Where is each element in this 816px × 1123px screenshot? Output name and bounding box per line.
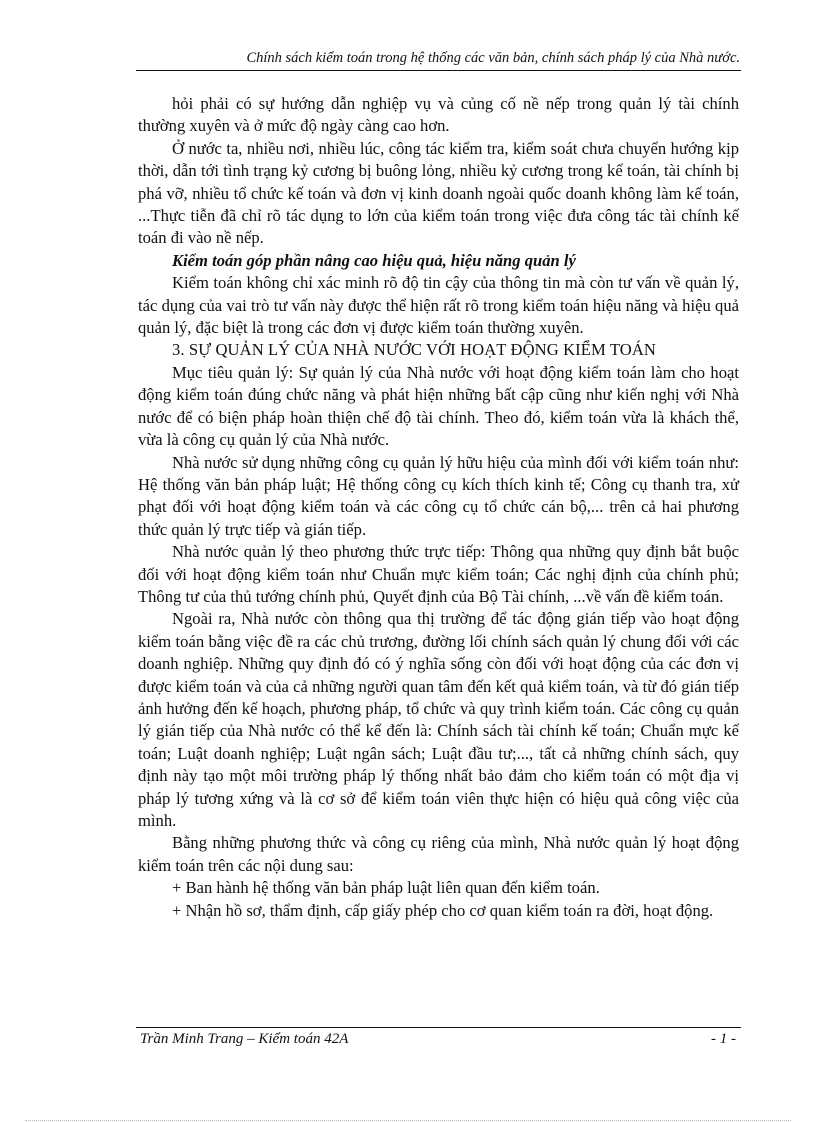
page-number: - 1 -	[711, 1031, 736, 1047]
paragraph-management-tools: Nhà nước sử dụng những công cụ quản lý hữu hiệu của mình đối với kiểm toán như: Hệ thống văn bản pháp luật; Hệ thống công cụ kích thích kinh tế; Công cụ thanh tra, xử phạt đối với hoạt động kiểm toán và các công cụ tổ chức cán bộ,... trên cả hai phương thức quản lý trực tiếp và gián tiếp.	[138, 452, 739, 539]
subheading-efficiency: Kiểm toán góp phần nâng cao hiệu quả, hiệu năng quản lý	[172, 250, 576, 270]
paragraph-direct-management: Nhà nước quản lý theo phương thức trực tiếp: Thông qua những quy định bắt buộc đối với hoạt động kiểm toán như Chuẩn mực kiểm toán; Các nghị định của chính phủ; Thông tư của thủ tướng chính phủ, Quyết định của Bộ Tài chính, ...về vấn đề kiểm toán.	[138, 542, 739, 606]
footer-divider	[136, 1027, 741, 1028]
list-item-licensing: + Nhận hồ sơ, thẩm định, cấp giấy phép cho cơ quan kiểm toán ra đời, hoạt động.	[172, 900, 714, 920]
paragraph-indirect-management: Ngoài ra, Nhà nước còn thông qua thị trường để tác động gián tiếp vào hoạt động kiểm toán bằng việc đề ra các chủ trương, đường lối chính sách quản lý chung đối với các doanh nghiệp. Những quy định đó có ý nghĩa sống còn đối với hoạt động của các đơn vị được kiểm toán và của cả những người quan tâm đến kết quả kiểm toán, và từ đó gián tiếp ảnh hưởng đến kế hoạch, phương pháp, tổ chức và quy trình kiểm toán. Các công cụ quản lý gián tiếp của Nhà nước có thể kể đến là: Chính sách tài chính kế toán; Chuẩn mực kế toán; Luật doanh nghiệp; Luật ngân sách; Luật đầu tư;..., tất cả những chính sách, quy định này tạo một môi trường pháp lý thống nhất bảo đảm cho kiểm toán có một địa vị pháp lý tương xứng và là cơ sở để kiểm toán viên thực hiện có hiệu quả công việc của mình.	[138, 609, 739, 830]
page-bottom-edge	[25, 1120, 791, 1121]
paragraph-consulting: Kiểm toán không chỉ xác minh rõ độ tin cậy của thông tin mà còn tư vấn về quản lý, tác dụng của vai trò tư vấn này được thể hiện rất rõ trong kiểm toán hiệu năng và hiệu quả quản lý, đặc biệt là trong các đơn vị được kiểm toán thường xuyên.	[138, 273, 739, 338]
footer-author: Trần Minh Trang – Kiểm toán 42A	[140, 1031, 349, 1047]
paragraph-continued: hỏi phải có sự hướng dẫn nghiệp vụ và củng cố nề nếp trong quản lý tài chính thường xuyên và ở mức độ ngày càng cao hơn.	[138, 94, 739, 136]
paragraph-management-content: Bằng những phương thức và công cụ riêng của mình, Nhà nước quản lý hoạt động kiểm toán trên các nội dung sau:	[138, 833, 739, 875]
running-header: Chính sách kiểm toán trong hệ thống các văn bản, chính sách pháp lý của Nhà nước.	[246, 50, 740, 66]
header-divider	[136, 70, 741, 71]
paragraph-discipline: Ở nước ta, nhiều nơi, nhiều lúc, công tác kiểm tra, kiểm soát chưa chuyển hướng kịp thời, dẫn tới tình trạng kỷ cương bị buông lỏng, nhiều kỷ cương trong kế toán, tài chính bị phá vỡ, nhiều tổ chức kế toán và đơn vị kinh doanh ngoài quốc doanh không làm kế toán, ...Thực tiễn đã chỉ rõ tác dụng to lớn của kiểm toán trong việc đưa công tác tài chính kế toán đi vào nề nếp.	[138, 138, 739, 248]
paragraph-management-goal: Mục tiêu quản lý: Sự quản lý của Nhà nước với hoạt động kiểm toán làm cho hoạt động kiểm toán đúng chức năng và phát hiện những bất cập cũng như kiến nghị với Nhà nước để có biện pháp hoàn thiện chế độ tài chính. Theo đó, kiểm toán vừa là khách thể, vừa là công cụ quản lý của Nhà nước.	[138, 362, 739, 450]
section-heading-3: 3. SỰ QUẢN LÝ CỦA NHÀ NƯỚC VỚI HOẠT ĐỘNG KIỂM TOÁN	[172, 340, 657, 360]
document-body	[138, 93, 739, 922]
list-item-legislation: + Ban hành hệ thống văn bản pháp luật liên quan đến kiểm toán.	[172, 878, 600, 898]
